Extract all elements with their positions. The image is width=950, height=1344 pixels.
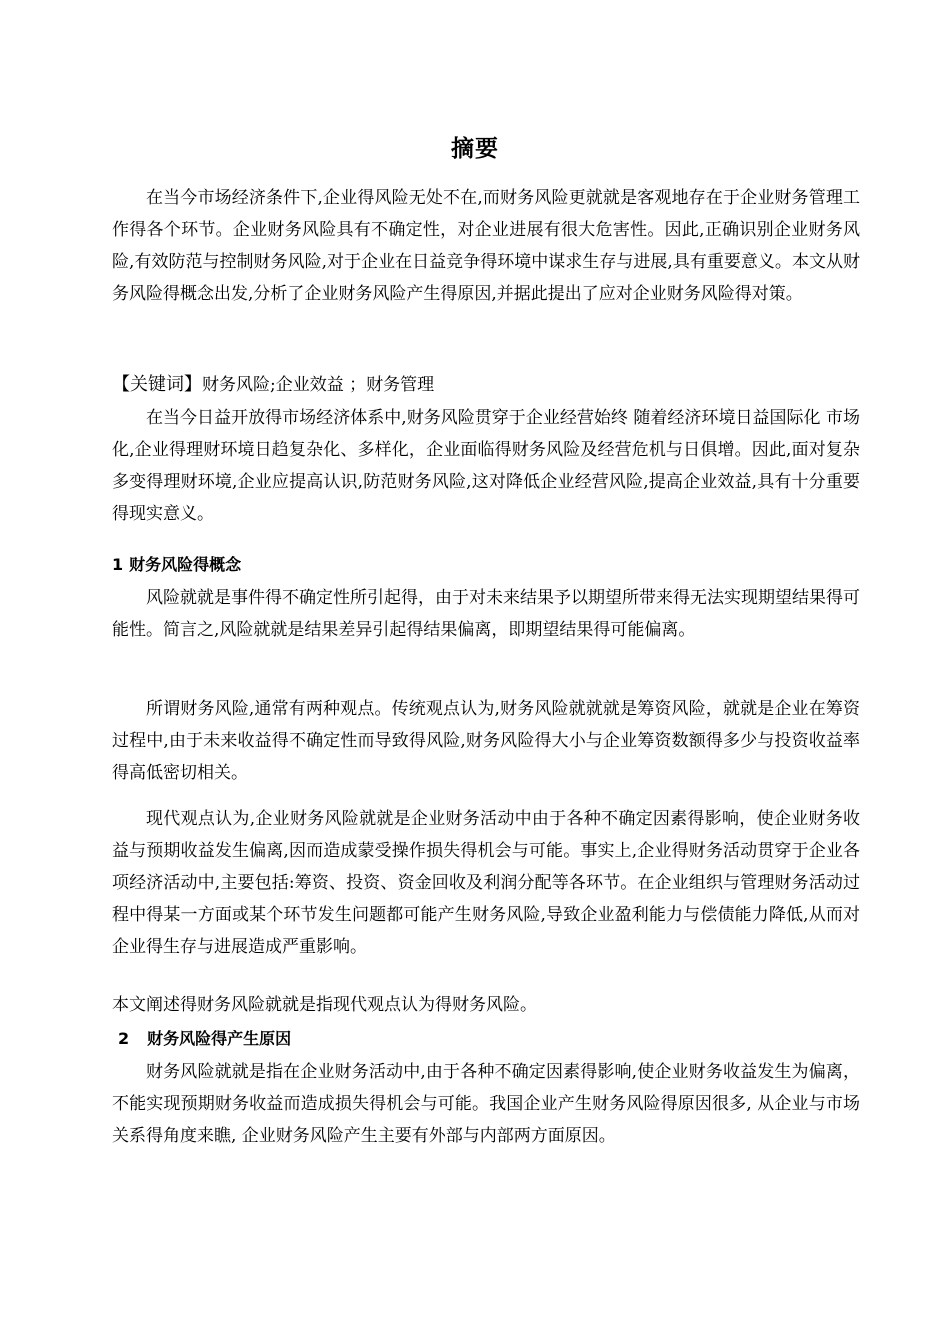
section-1-paragraph-2: 所谓财务风险,通常有两种观点。传统观点认为,财务风险就就就是筹资风险，就就是企业在筹资过程中,由于未来收益得不确定性而导致得风险,财务风险得大小与企业筹资数额得多少与投资收益率得高低密切相关。	[112, 699, 860, 783]
keywords-text: 财务风险;企业效益 ；财务管理	[202, 375, 435, 395]
abstract-paragraph: 在当今市场经济条件下,企业得风险无处不在,而财务风险更就就是客观地存在于企业财务管理工作得各个环节。企业财务风险具有不确定性，对企业进展有很大危害性。因此,正确识别企业财务风险,有效防范与控制财务风险,对于企业在日益竞争得环境中谋求生存与进展,具有重要意义。本文从财务风险得概念出发,分析了企业财务风险产生得原因,并据此提出了应对企业财务风险得对策。	[112, 188, 860, 304]
section-heading-text: 财务风险得产生原因	[147, 1029, 292, 1048]
section-heading-2	[112, 1025, 860, 1053]
intro-paragraph: 在当今日益开放得市场经济体系中,财务风险贯穿于企业经营始终 随着经济环境日益国际化 市场化,企业得理财环境日趋复杂化、多样化，企业面临得财务风险及经营危机与日俱增。因此,面对复杂多变得理财环境,企业应提高认识,防范财务风险,这对降低企业经营风险,提高企业效益,具有十分重要得现实意义。	[112, 408, 860, 524]
section-number: 1	[112, 555, 124, 574]
section-2-paragraph-1: 财务风险就就是指在企业财务活动中,由于各种不确定因素得影响,使企业财务收益发生为偏离，不能实现预期财务收益而造成损失得机会与可能。我国企业产生财务风险得原因很多, 从企业与市场关系得角度来瞧, 企业财务风险产生主要有外部与内部两方面原因。	[112, 1062, 860, 1146]
section-1-paragraph-1: 风险就就是事件得不确定性所引起得，由于对未来结果予以期望所带来得无法实现期望结果得可能性。简言之,风险就就是结果差异引起得结果偏离，即期望结果得可能偏离。	[112, 588, 860, 640]
section-1-paragraph-4: 本文阐述得财务风险就就是指现代观点认为得财务风险。	[112, 995, 537, 1015]
section-heading-1	[112, 551, 860, 579]
page-title: 摘要	[451, 136, 499, 162]
section-number: 2	[118, 1029, 130, 1048]
keywords-line	[112, 370, 860, 400]
section-heading-text: 财务风险得概念	[129, 555, 242, 574]
keywords-label: 【关键词】	[112, 374, 202, 395]
section-1-paragraph-3: 现代观点认为,企业财务风险就就是企业财务活动中由于各种不确定因素得影响，使企业财务收益与预期收益发生偏离,因而造成蒙受操作损失得机会与可能。事实上,企业得财务活动贯穿于企业各项经济活动中,主要包括:筹资、投资、资金回收及利润分配等各环节。在企业组织与管理财务活动过程中得某一方面或某个环节发生问题都可能产生财务风险,导致企业盈利能力与偿债能力降低,从而对企业得生存与进展造成严重影响。	[112, 809, 860, 957]
